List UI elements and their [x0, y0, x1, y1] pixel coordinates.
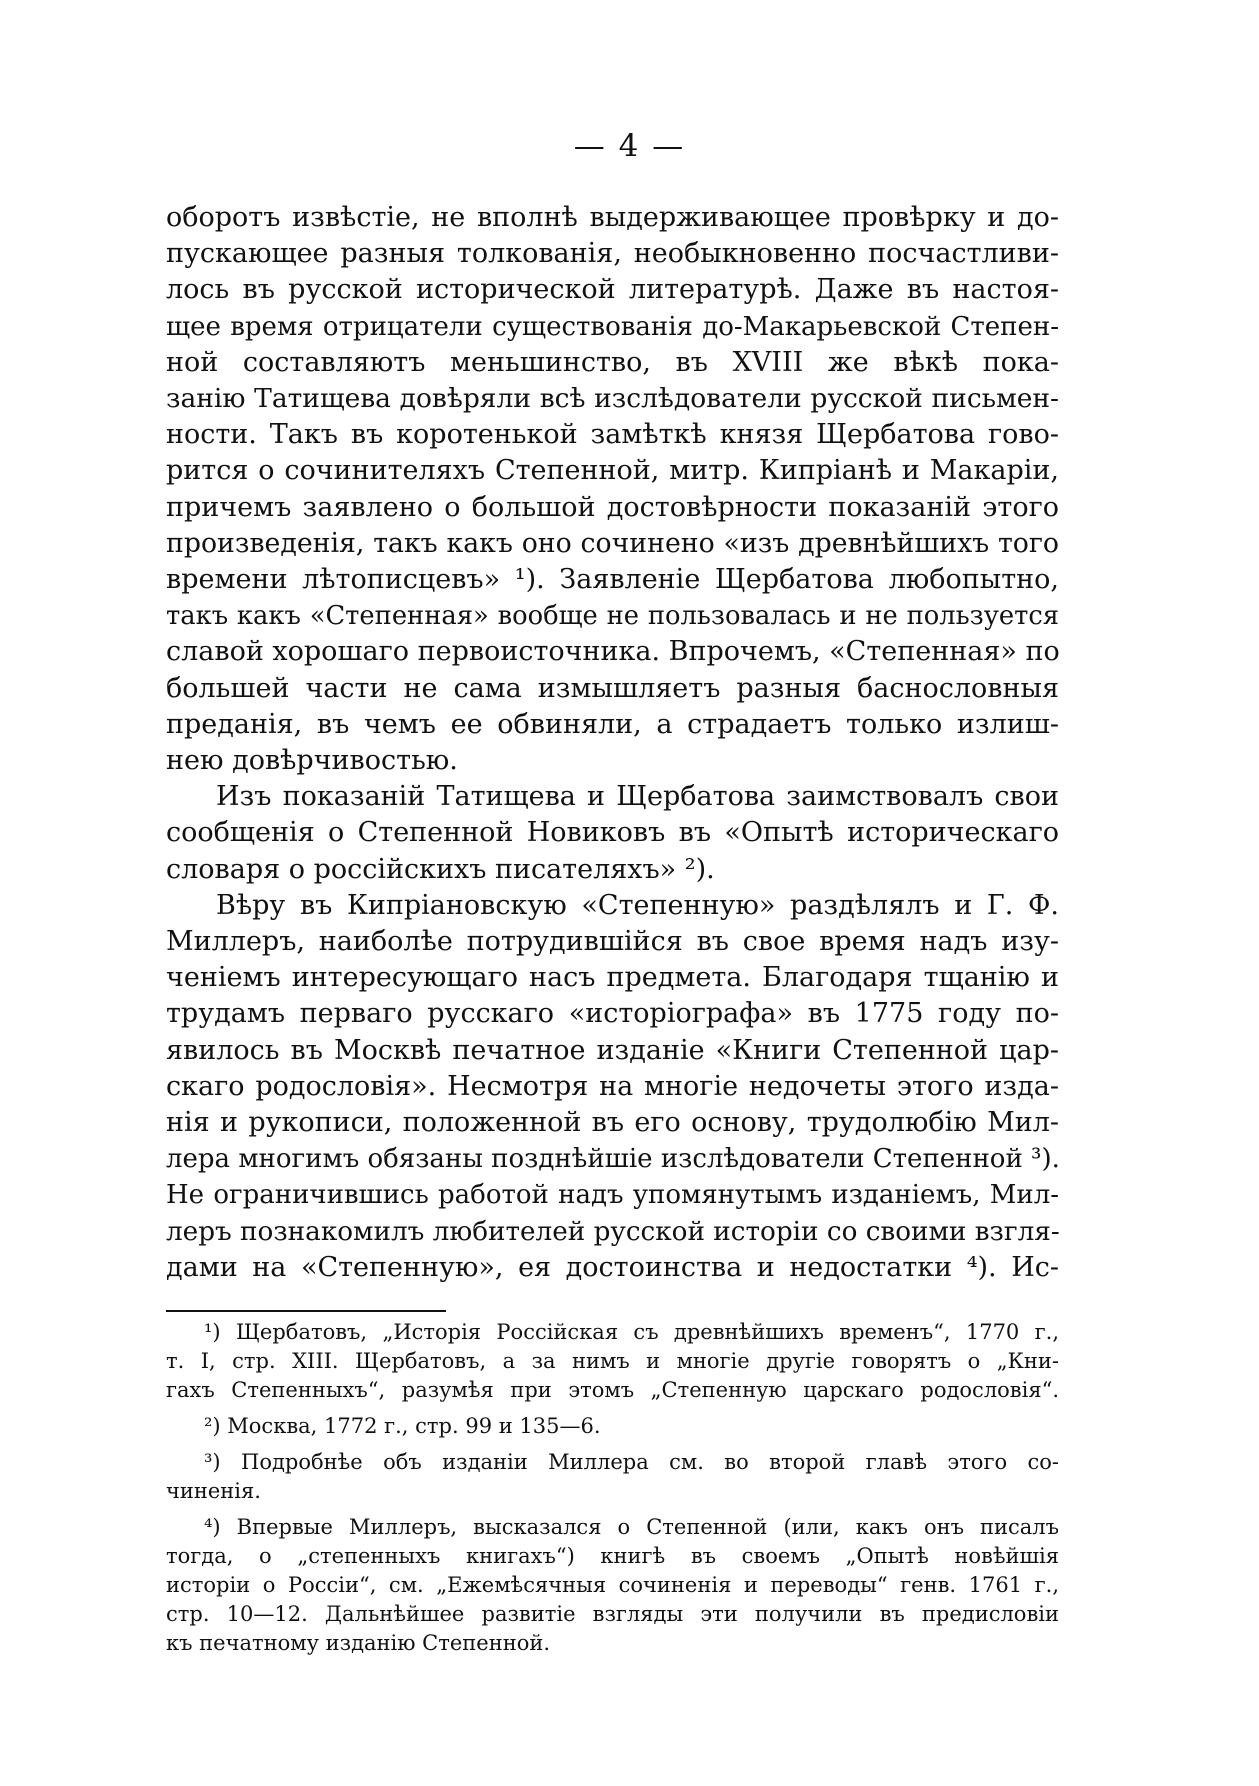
body-line: трудамъ перваго русскаго «исторіографа» въ 1775 году по-	[166, 998, 1059, 1030]
body-line: словаря о россійскихъ писателяхъ» ²).	[166, 853, 715, 885]
footnote	[166, 1513, 1059, 1658]
body-line: лера многимъ обязаны позднѣйшіе изслѣдователи Степенной ³).	[166, 1144, 1060, 1175]
footnote-gap	[166, 1506, 1059, 1513]
body-line: Миллеръ, наиболѣе потрудившійся въ свое время надъ изу-	[166, 926, 1059, 958]
body-line: такъ какъ «Степенная» вообще не пользовалась и не пользуется	[166, 601, 1059, 632]
body-line: причемъ заявлено о большой достовѣрности показаній этого	[166, 491, 1059, 523]
body-line: преданія, въ чемъ ее обвиняли, а страдаетъ только излиш-	[166, 708, 1059, 740]
footnote-separator	[166, 1310, 446, 1312]
footnote-line: чиненія.	[166, 1479, 261, 1503]
footnote-line: стр. 10—12. Дальнѣйшее развитіе взгляды эти получили въ предисловіи	[166, 1602, 1059, 1626]
body-line: лось въ русской исторической литературѣ. Даже въ настоя-	[166, 274, 1059, 306]
body-line: щее время отрицатели существованія до-Макарьевской Степен-	[166, 311, 1059, 342]
body-line: дами на «Степенную», ея достоинства и недостатки ⁴). Ис-	[166, 1251, 1059, 1283]
footnote-line: ¹) Щербатовъ, „Исторія Россійская съ древнѣйшихъ временъ“, 1770 г.,	[204, 1320, 1059, 1344]
footnote-line: ³) Подробнѣе объ изданіи Миллера см. во второй главѣ этого со-	[204, 1450, 1059, 1474]
footnote-line: къ печатному изданію Степенной.	[166, 1631, 551, 1655]
footnote-line: исторіи о Россіи“, см. „Ежемѣсячныя сочиненія и переводы“ генв. 1761 г.,	[166, 1573, 1059, 1597]
footnote-line: гахъ Степенныхъ“, разумѣя при этомъ „Степенную царскаго родословія“.	[166, 1378, 1059, 1402]
body-line: сообщенія о Степенной Новиковъ въ «Опытѣ историческаго	[166, 817, 1059, 849]
body-line: славой хорошаго первоисточника. Впрочемъ, «Степенная» по	[166, 636, 1060, 668]
footnote-line: т. I, стр. XIII. Щербатовъ, а за нимъ и многіе другіе говорятъ о „Кни-	[166, 1349, 1059, 1373]
footnote-gap	[166, 1405, 1059, 1412]
body-line: пускающее разныя толкованія, необыкновенно посчастливи-	[166, 238, 1059, 270]
body-line: произведенія, такъ какъ оно сочинено «изъ древнѣйшихъ того	[166, 527, 1059, 559]
body-line: времени лѣтописцевъ» ¹). Заявленіе Щербатова любопытно,	[166, 564, 1059, 596]
body-line: рится о сочинителяхъ Степенной, митр. Кипріанѣ и Макаріи,	[166, 455, 1059, 487]
footnote	[166, 1318, 1059, 1405]
body-line: Не ограничившись работой надъ упомянутымъ изданіемъ, Мил-	[166, 1180, 1059, 1211]
body-line: ной составляютъ меньшинство, въ XVIII же вѣкѣ пока-	[166, 346, 1059, 378]
body-line: занію Татищева довѣряли всѣ изслѣдователи русской письмен-	[166, 383, 1059, 415]
body-line: нія и рукописи, положенной въ его основу, трудолюбію Мил-	[166, 1107, 1059, 1139]
footnote	[166, 1412, 1059, 1441]
body-line: явилось въ Москвѣ печатное изданіе «Книги Степенной цар-	[166, 1034, 1059, 1066]
footnotes	[166, 1318, 1059, 1658]
body-line: Изъ показаній Татищева и Щербатова заимствовалъ свои	[216, 781, 1059, 813]
footnote-gap	[166, 1441, 1059, 1448]
page-number: — 4 —	[573, 128, 686, 164]
footnote-line: ⁴) Впервые Миллеръ, высказался о Степенной (или, какъ онъ писалъ	[204, 1515, 1059, 1539]
footnote-line: тогда, о „степенныхъ книгахъ“) книгѣ въ своемъ „Опытѣ новѣйшія	[166, 1544, 1059, 1568]
body-line: скаго родословія». Несмотря на многіе недочеты этого изда-	[166, 1070, 1059, 1102]
body-line: нею довѣрчивостью.	[166, 745, 458, 777]
body-line: ности. Такъ въ коротенькой замѣткѣ князя Щербатова гово-	[166, 419, 1059, 451]
body-line: оборотъ извѣстіе, не вполнѣ выдерживающее провѣрку и до-	[166, 202, 1059, 233]
footnote-line: ²) Москва, 1772 г., стр. 99 и 135—6.	[204, 1414, 601, 1438]
body-line: ченіемъ интересующаго насъ предмета. Благодаря тщанію и	[166, 962, 1059, 994]
body-line: большей части не сама измышляетъ разныя баснословныя	[166, 672, 1059, 704]
body-line: Вѣру въ Кипріановскую «Степенную» раздѣлялъ и Г. Ф.	[216, 889, 1059, 921]
footnote	[166, 1448, 1059, 1506]
body-line: леръ познакомилъ любителей русской исторіи со своими взгля-	[166, 1216, 1060, 1247]
body-text	[166, 200, 1059, 1286]
